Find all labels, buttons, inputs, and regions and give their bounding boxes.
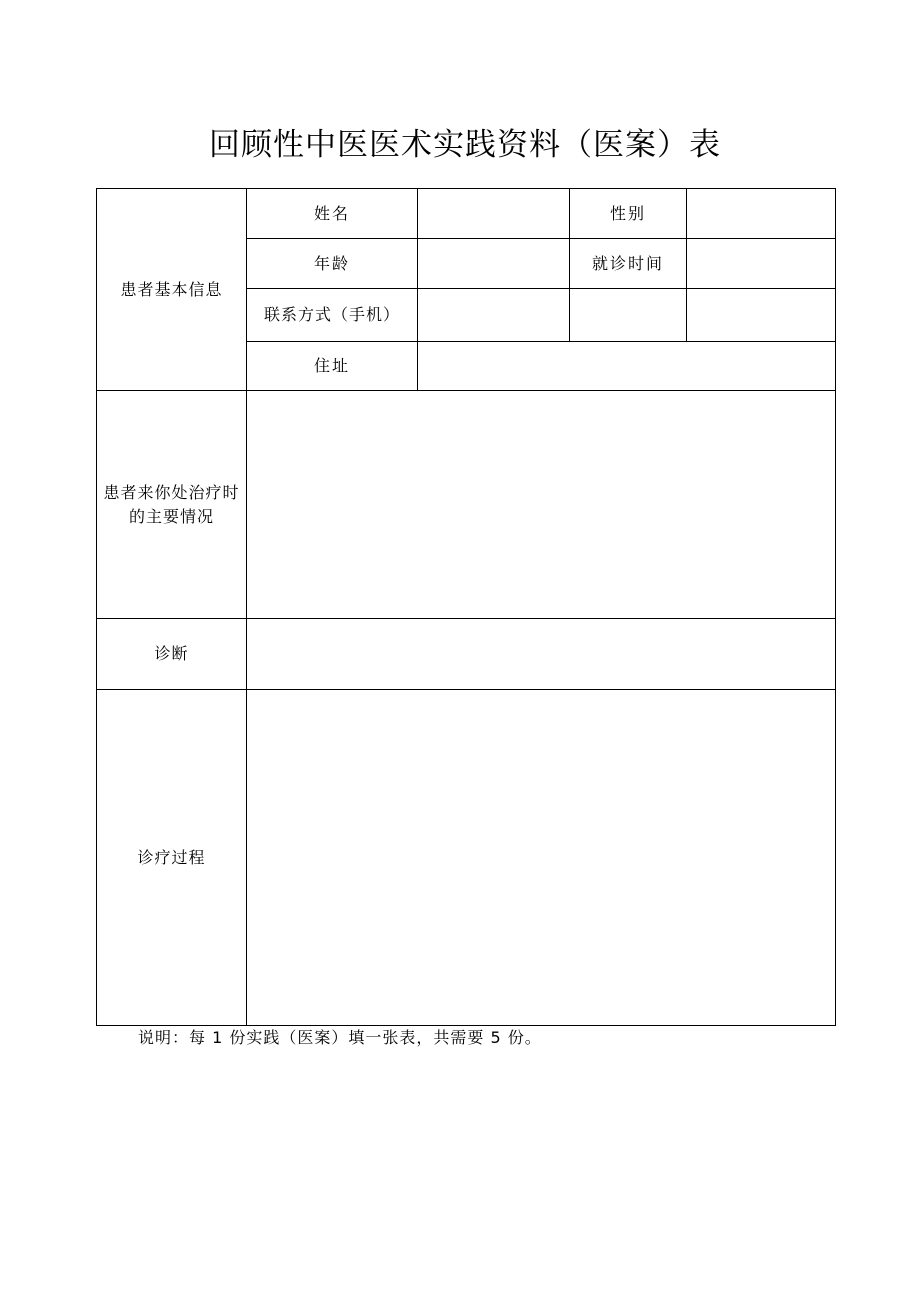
gender-label: 性别 bbox=[570, 189, 687, 239]
contact-label: 联系方式（手机） bbox=[247, 289, 418, 342]
basic-info-label: 患者基本信息 bbox=[97, 189, 247, 391]
case-record-table bbox=[96, 188, 836, 1026]
visit-time-field[interactable] bbox=[687, 239, 836, 289]
treatment-process-label: 诊疗过程 bbox=[97, 690, 247, 1026]
main-condition-label-line2: 的主要情况 bbox=[128, 506, 214, 526]
name-field[interactable] bbox=[418, 189, 570, 239]
main-condition-field[interactable] bbox=[247, 391, 836, 619]
main-condition-label bbox=[97, 391, 247, 619]
address-label: 住址 bbox=[247, 342, 418, 391]
row-diagnosis bbox=[97, 619, 836, 690]
main-condition-label-line1: 患者来你处治疗时 bbox=[103, 482, 240, 502]
footnote: 说明：每 1 份实践（医案）填一张表，共需要 5 份。 bbox=[138, 1028, 542, 1047]
row-main-condition bbox=[97, 391, 836, 619]
age-label: 年龄 bbox=[247, 239, 418, 289]
row-name-gender bbox=[97, 189, 836, 239]
diagnosis-label: 诊断 bbox=[97, 619, 247, 690]
name-label: 姓名 bbox=[247, 189, 418, 239]
contact-extra-field-1[interactable] bbox=[570, 289, 687, 342]
visit-time-label: 就诊时间 bbox=[570, 239, 687, 289]
gender-field[interactable] bbox=[687, 189, 836, 239]
age-field[interactable] bbox=[418, 239, 570, 289]
contact-field[interactable] bbox=[418, 289, 570, 342]
contact-extra-field-2[interactable] bbox=[687, 289, 836, 342]
treatment-process-field[interactable] bbox=[247, 690, 836, 1026]
page-title: 回顾性中医医术实践资料（医案）表 bbox=[209, 127, 721, 163]
diagnosis-field[interactable] bbox=[247, 619, 836, 690]
row-treatment-process bbox=[97, 690, 836, 1026]
address-field[interactable] bbox=[418, 342, 836, 391]
